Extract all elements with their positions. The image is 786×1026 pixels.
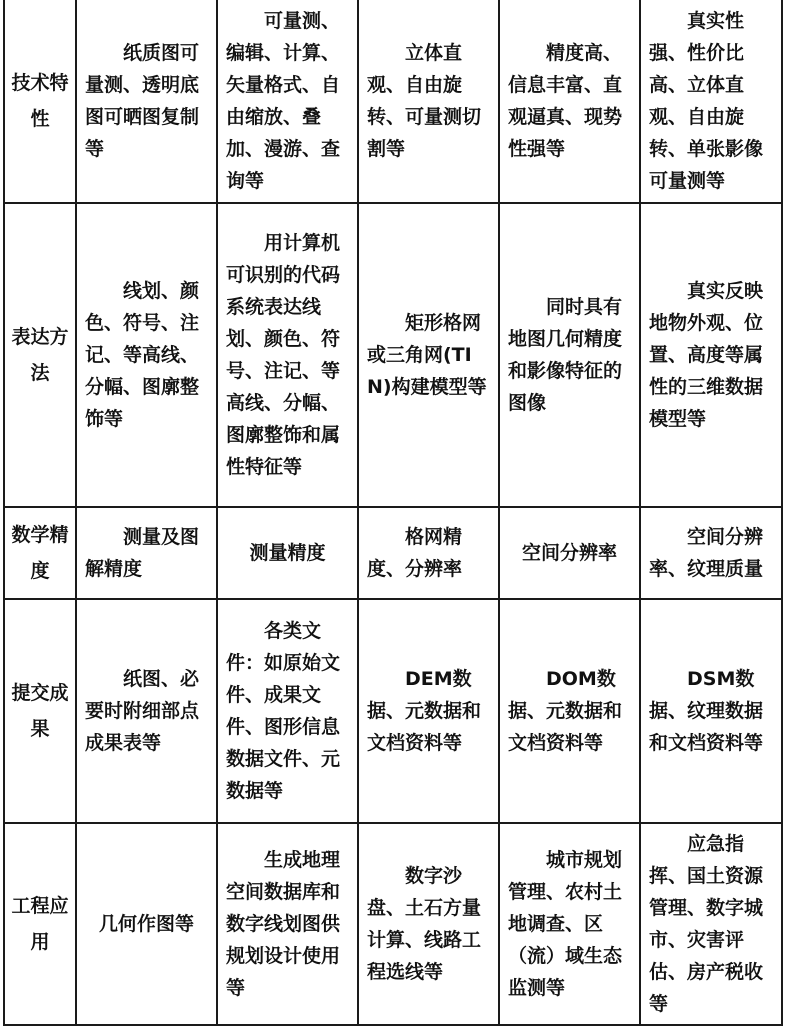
table-cell: DSM数据、纹理数据和文档资料等	[640, 599, 782, 823]
table-cell: 数字沙盘、土石方量计算、线路工程选线等	[358, 823, 499, 1025]
table-cell: 生成地理空间数据库和数字线划图供规划设计使用等	[217, 823, 358, 1025]
table-cell: 测量及图解精度	[76, 507, 217, 599]
table-row	[4, 507, 782, 599]
table-cell: 用计算机可识别的代码系统表达线划、颜色、符号、注记、等高线、分幅、图廓整饰和属性特征等	[217, 203, 358, 507]
table-cell: 纸图、必要时附细部点成果表等	[76, 599, 217, 823]
table-cell: 空间分辨率、纹理质量	[640, 507, 782, 599]
table-row	[4, 0, 782, 203]
table-row	[4, 823, 782, 1025]
table-row	[4, 599, 782, 823]
row-label: 工程应用	[4, 823, 76, 1025]
table-cell: 空间分辨率	[499, 507, 640, 599]
table-cell: 城市规划管理、农村土地调查、区（流）域生态监测等	[499, 823, 640, 1025]
row-label: 提交成果	[4, 599, 76, 823]
table-cell: 测量精度	[217, 507, 358, 599]
table-cell: 矩形格网或三角网(TIN)构建模型等	[358, 203, 499, 507]
table-cell: 真实性强、性价比高、立体直观、自由旋转、单张影像可量测等	[640, 0, 782, 203]
table-cell: 应急指挥、国土资源管理、数字城市、灾害评估、房产税收等	[640, 823, 782, 1025]
table-cell: 立体直观、自由旋转、可量测切割等	[358, 0, 499, 203]
row-label: 数学精度	[4, 507, 76, 599]
row-label: 技术特性	[4, 0, 76, 203]
table-cell: 线划、颜色、符号、注记、等高线、分幅、图廓整饰等	[76, 203, 217, 507]
table-cell: 精度高、信息丰富、直观逼真、现势性强等	[499, 0, 640, 203]
table-row	[4, 203, 782, 507]
table-cell: 格网精度、分辨率	[358, 507, 499, 599]
table-cell: 同时具有地图几何精度和影像特征的图像	[499, 203, 640, 507]
comparison-table	[3, 0, 783, 1026]
table-cell: 可量测、编辑、计算、矢量格式、自由缩放、叠加、漫游、查询等	[217, 0, 358, 203]
table-cell: 几何作图等	[76, 823, 217, 1025]
row-label: 表达方法	[4, 203, 76, 507]
table-cell: 纸质图可量测、透明底图可晒图复制等	[76, 0, 217, 203]
table-cell: 真实反映地物外观、位置、高度等属性的三维数据模型等	[640, 203, 782, 507]
table-cell: DOM数据、元数据和文档资料等	[499, 599, 640, 823]
table-cell: 各类文件：如原始文件、成果文件、图形信息数据文件、元数据等	[217, 599, 358, 823]
table-cell: DEM数据、元数据和文档资料等	[358, 599, 499, 823]
